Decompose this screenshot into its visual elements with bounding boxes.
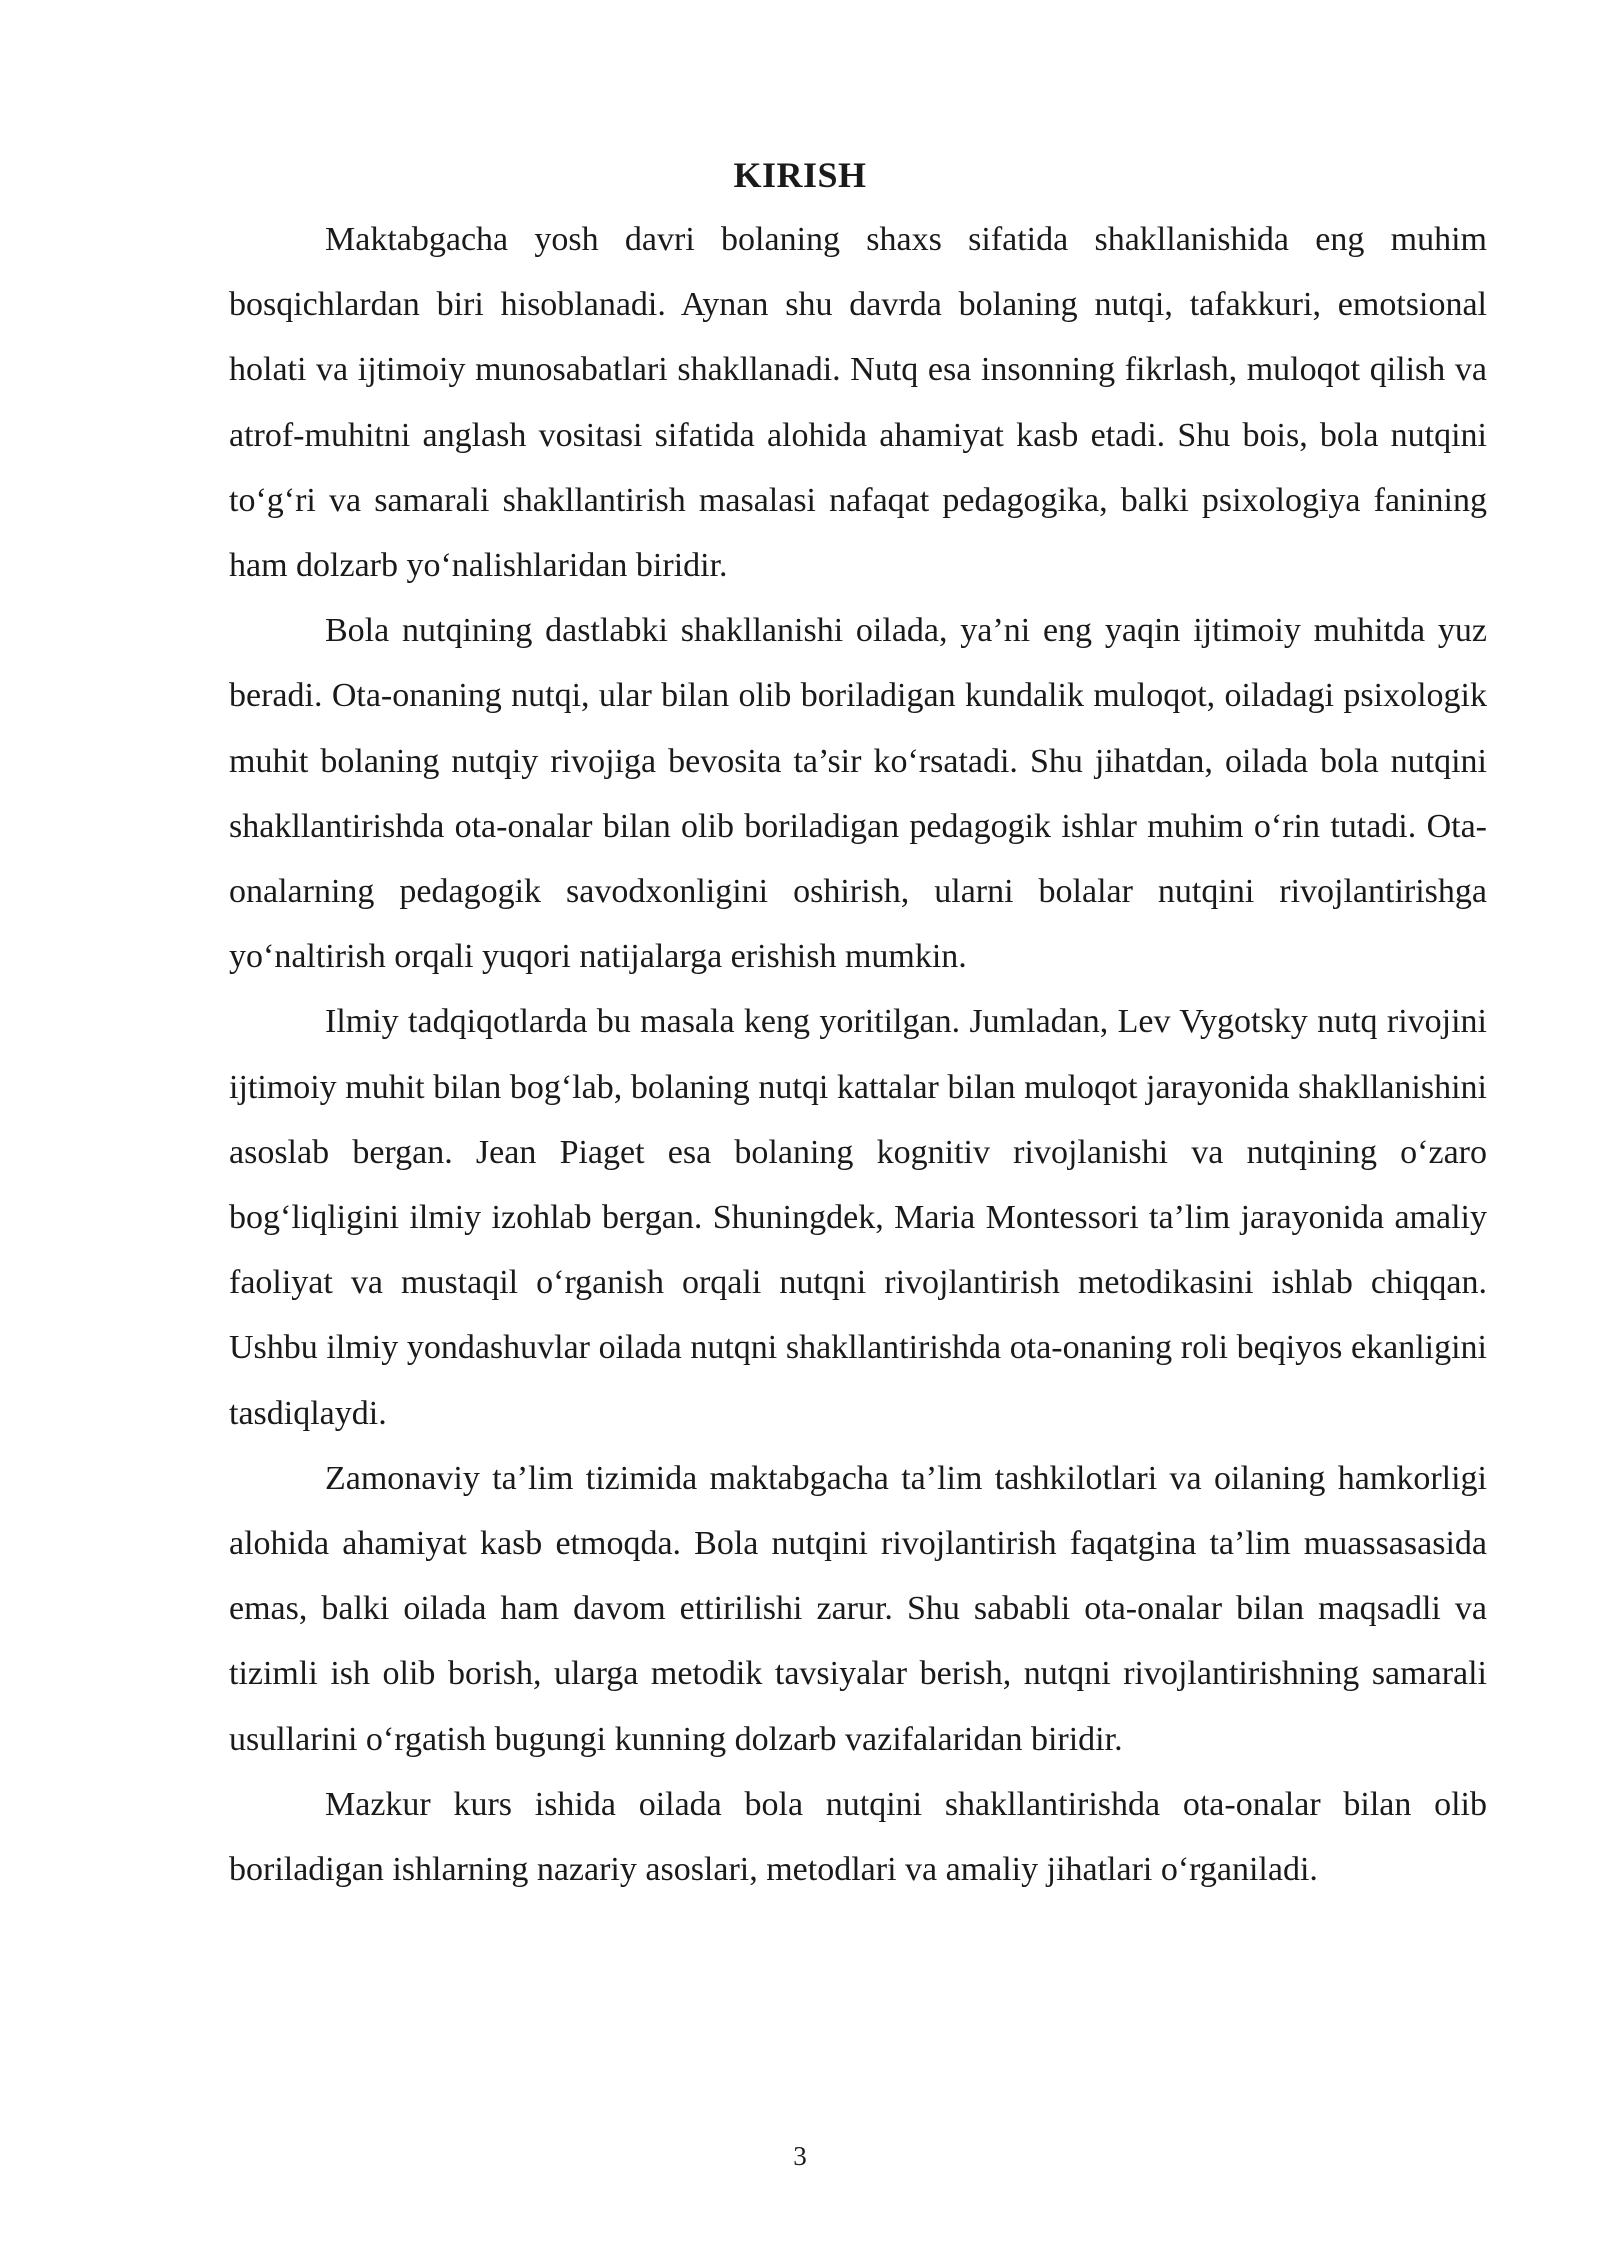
paragraph-3: Ilmiy tadqiqotlarda bu masala keng yoritilgan. Jumladan, Lev Vygotsky nutq rivojini ijtimoiy muhit bilan bog‘lab, bolaning nutqi kattalar bilan muloqot jarayonida shakllanishini asoslab bergan. Jean Piaget esa bolaning kognitiv rivojlanishi va nutqining o‘zaro bog‘liqligini ilmiy izohlab bergan. Shuningdek, Maria Montessori ta’lim jarayonida amaliy faoliyat va mustaqil o‘rganish orqali nutqni rivojlantirish metodikasini ishlab chiqqan. Ushbu ilmiy yondashuvlar oilada nutqni shakllantirishda ota-onaning roli beqiyos ekanligini tasdiqlaydi. [229,1003,1487,1432]
paragraph-2: Bola nutqining dastlabki shakllanishi oilada, ya’ni eng yaqin ijtimoiy muhitda yuz beradi. Ota-onaning nutqi, ular bilan olib boriladigan kundalik muloqot, oiladagi psixologik muhit bolaning nutqiy rivojiga bevosita ta’sir ko‘rsatadi. Shu jihatdan, oilada bola nutqini shakllantirishda ota-onalar bilan olib boriladigan pedagogik ishlar muhim o‘rin tutadi. Ota-onalarning pedagogik savodxonligini oshirish, ularni bolalar nutqini rivojlantirishga yo‘naltirish orqali yuqori natijalarga erishish mumkin. [229,612,1487,976]
paragraph-1: Maktabgacha yosh davri bolaning shaxs sifatida shakllanishida eng muhim bosqichlardan biri hisoblanadi. Aynan shu davrda bolaning nutqi, tafakkuri, emotsional holati va ijtimoiy munosabatlari shakllanadi. Nutq esa insonning fikrlash, muloqot qilish va atrof-muhitni anglash vositasi sifatida alohida ahamiyat kasb etadi. Shu bois, bola nutqini to‘g‘ri va samarali shakllantirish masalasi nafaqat pedagogika, balki psixologiya fanining ham dolzarb yo‘nalishlaridan biridir. [229,221,1487,585]
body-text [229,207,1487,1902]
paragraph-4: Zamonaviy ta’lim tizimida maktabgacha ta’lim tashkilotlari va oilaning hamkorligi alohida ahamiyat kasb etmoqda. Bola nutqini rivojlantirish faqatgina ta’lim muassasasida emas, balki oilada ham davom ettirilishi zarur. Shu sababli ota-onalar bilan maqsadli va tizimli ish olib borish, ularga metodik tavsiyalar berish, nutqni rivojlantirishning samarali usullarini o‘rgatish bugungi kunning dolzarb vazifalaridan biridir. [229,1459,1487,1758]
page-number: 3 [793,2141,807,2171]
section-heading: KIRISH [733,155,867,195]
paragraph-5: Mazkur kurs ishida oilada bola nutqini shakllantirishda ota-onalar bilan olib boriladigan ishlarning nazariy asoslari, metodlari va amaliy jihatlari o‘rganiladi. [229,1785,1487,1889]
